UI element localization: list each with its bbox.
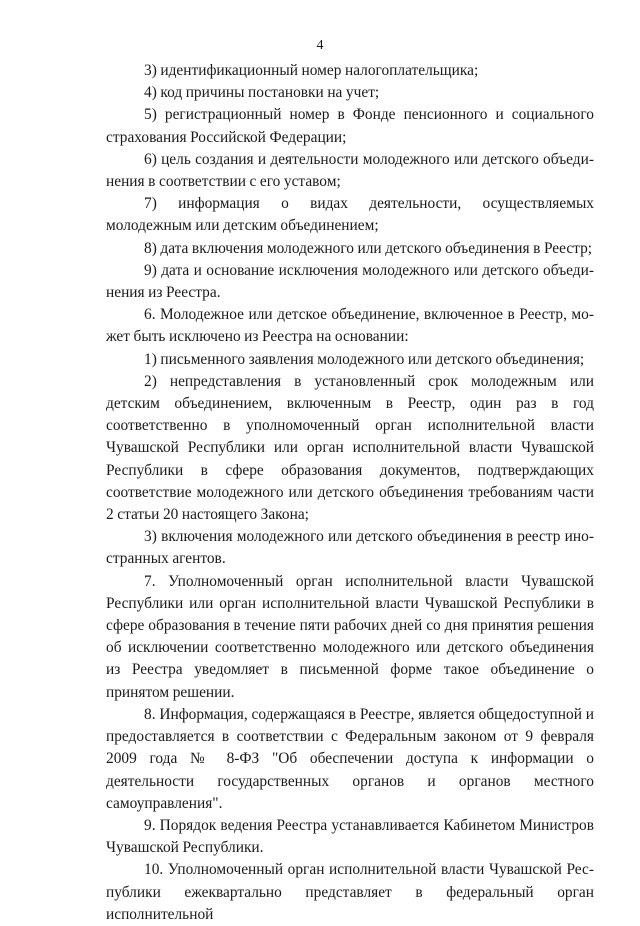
paragraph-section-6-exclusion-grounds: 6. Молодежное или детское объединение, включенное в Реестр, может быть исключено из Реестра на основании: [106, 306, 594, 346]
page-number: 4 [316, 38, 324, 53]
paragraph-item-8-inclusion-date: 8) дата включения молодежного или детского объединения в Реестр; [144, 239, 593, 257]
paragraph-item-6-purpose: 6) цель создания и деятельности молодежного или детского объединения в соответствии с его уставом; [106, 150, 594, 191]
paragraph-section-7-notification: 7. Уполномоченный орган исполнительной власти Чувашской Республики или орган исполнительной власти Чувашской Республики в сфере образования в течение пяти рабочих дней со дня принятия решения об исключении соответственно молодежного или детского объединения из Реестра уведомляет в письменной форме такое объединение о принятом решении. [106, 572, 594, 701]
paragraph-item-9-exclusion-date: 9) дата и основание исключения молодежного или детского объединения из Реестра. [106, 261, 594, 302]
paragraph-item-5-registration-number: 5) регистрационный номер в Фонде пенсионного и социального страхования Российской Федерации; [106, 106, 594, 146]
paragraph-ground-2-failure-to-submit: 2) непредставления в установленный срок молодежным или детским объединением, включенным в Реестр, один раз в год соответственно в уполномоченный орган исполнительной власти Чувашской Республики или орган исполнительной власти Чувашской Республики в сфере образования документов, подтверждающих соответствие молодежного или детского объединения требованиям части 2 статьи 20 настоящего Закона; [106, 372, 594, 524]
paragraph-ground-1-written-request: 1) письменного заявления молодежного или детского объединения; [144, 350, 585, 368]
paragraph-item-3-inn: 3) идентификационный номер налогоплательщика; [144, 62, 479, 79]
paragraph-section-10-quarterly-report: 10. Уполномоченный орган исполнительной власти Чувашской Республики ежеквартально представляет в федеральный орган исполнительной [106, 861, 594, 923]
paragraph-item-4-kpp: 4) код причины постановки на учет; [144, 84, 380, 102]
paragraph-section-8-public-information: 8. Информация, содержащаяся в Реестре, является общедоступной и предоставляется в соответствии с Федеральным законом от 9 февраля 2009 года № 8-ФЗ "Об обеспечении доступа к информации о деятельности государственных органов и органов местного самоуправления". [106, 705, 594, 812]
document-body [106, 60, 594, 926]
paragraph-section-9-registry-procedure: 9. Порядок ведения Реестра устанавливается Кабинетом Министров Чувашской Республики. [106, 816, 594, 857]
paragraph-ground-3-foreign-agents: 3) включения молодежного или детского объединения в реестр иностранных агентов. [106, 528, 594, 568]
paragraph-item-7-activities: 7) информация о видах деятельности, осуществляемых молодежным или детским объединением; [106, 195, 594, 235]
